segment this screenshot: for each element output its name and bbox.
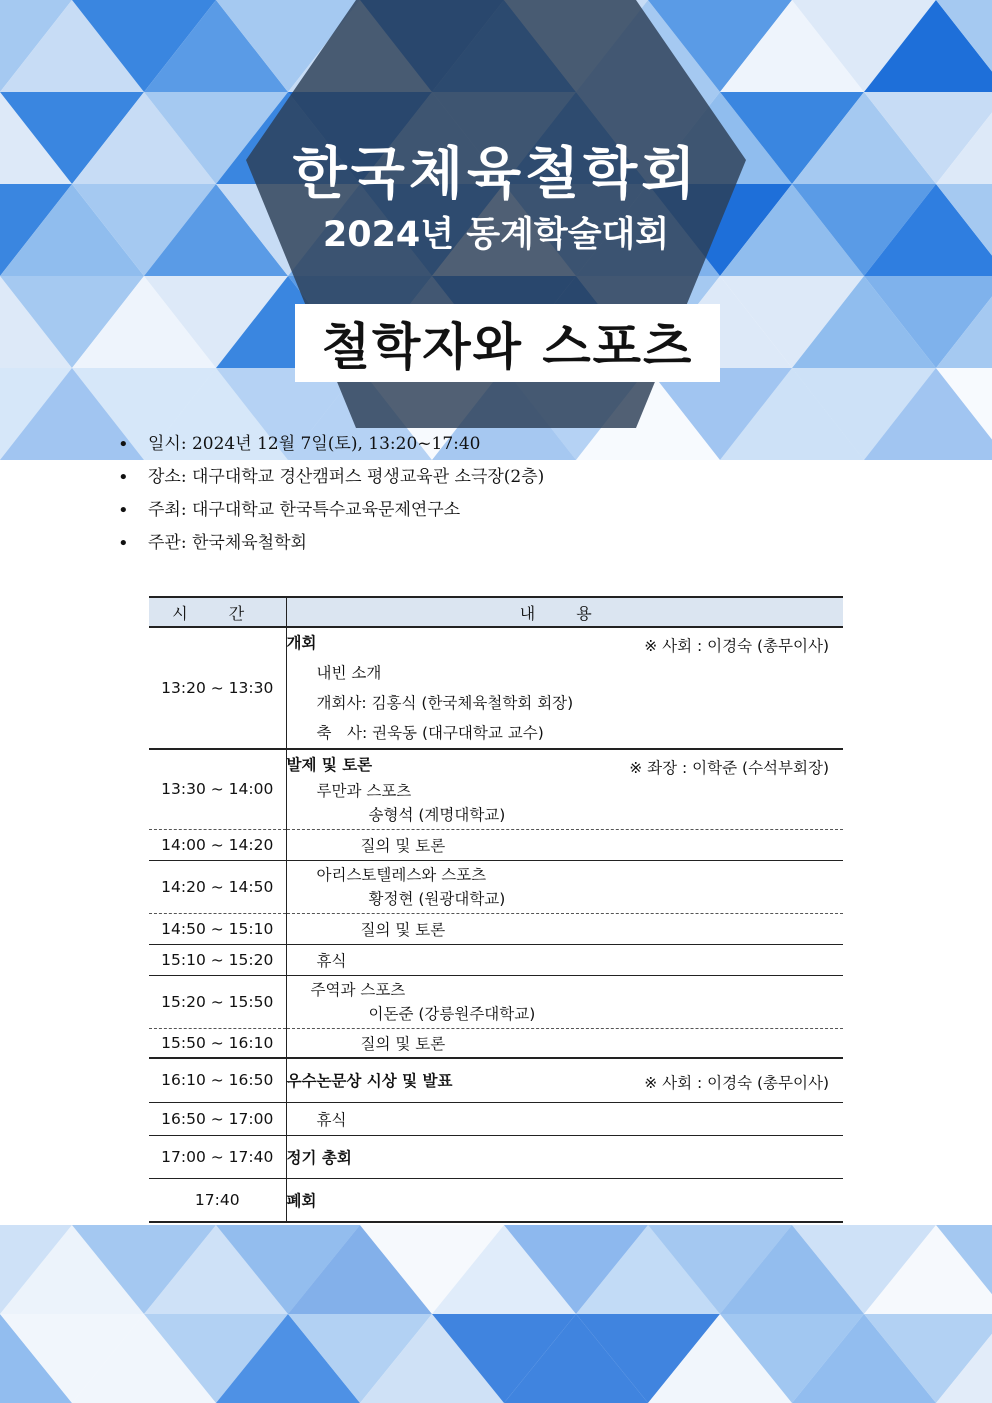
content-cell [286,1135,843,1178]
bullet-icon: • [118,500,129,521]
table-row [149,1135,843,1178]
talk-speaker: 이돈준 (강릉원주대학교) [368,1004,536,1023]
table-row [149,913,843,944]
section-title: 폐회 [286,1191,317,1210]
event-info-list [118,428,544,560]
bottom-triangle-background [0,1225,992,1403]
qa-label: 질의 및 토론 [360,920,446,939]
time-cell: 15:10 ~ 15:20 [149,944,286,975]
header-content: 내 용 [286,597,843,627]
table-row [149,944,843,975]
table-row [149,975,843,1028]
table-row [149,829,843,860]
bullet-icon: • [118,467,129,488]
info-date: • 일시: 2024년 12월 7일(토), 13:20~17:40 [118,428,544,461]
time-cell: 15:20 ~ 15:50 [149,975,286,1028]
section-title: 발제 및 토론 [286,756,373,775]
program-item: 내빈 소개 [316,664,382,682]
moderator-note: ※ 사회 : 이경숙 (총무이사) [644,637,829,655]
theme-box [295,304,720,382]
content-cell [286,627,843,749]
content-cell [286,829,843,860]
content-cell [286,944,843,975]
talk-topic: 루만과 스포츠 [316,782,412,801]
program-item: 개회사: 김홍식 (한국체육철학회 회장) [316,694,574,712]
time-cell: 15:50 ~ 16:10 [149,1028,286,1058]
table-row [149,749,843,829]
time-cell: 17:00 ~ 17:40 [149,1135,286,1178]
time-cell: 14:20 ~ 14:50 [149,860,286,913]
time-cell: 16:10 ~ 16:50 [149,1058,286,1102]
table-row [149,1058,843,1102]
organization-title: 한국체육철학회 [292,142,700,207]
section-title: 개회 [286,634,317,652]
chair-note: ※ 좌장 : 이학준 (수석부회장) [629,759,829,777]
talk-speaker: 송형석 (계명대학교) [368,806,506,825]
content-cell [286,1028,843,1058]
time-cell: 16:50 ~ 17:00 [149,1102,286,1135]
event-subtitle: 2024년 동계학술대회 [322,215,670,255]
table-row [149,1028,843,1058]
content-cell [286,975,843,1028]
section-title: 우수논문상 시상 및 발표 [286,1072,453,1091]
time-cell: 17:40 [149,1178,286,1222]
table-row [149,1178,843,1222]
talk-topic: 아리스토텔레스와 스포츠 [316,865,487,884]
table-row [149,1102,843,1135]
theme-title: 철학자와 스포츠 [321,318,694,376]
info-organizer: • 주관: 한국체육철학회 [118,527,544,560]
table-row [149,860,843,913]
talk-topic: 주역과 스포츠 [310,980,406,999]
time-cell: 13:20 ~ 13:30 [149,627,286,749]
content-cell [286,1102,843,1135]
qa-label: 질의 및 토론 [360,1034,446,1053]
time-cell: 14:50 ~ 15:10 [149,913,286,944]
content-cell [286,1058,843,1102]
table-row [149,627,843,749]
content-cell [286,1178,843,1222]
info-host: • 주최: 대구대학교 한국특수교육문제연구소 [118,494,544,527]
time-cell: 14:00 ~ 14:20 [149,829,286,860]
time-cell: 13:30 ~ 14:00 [149,749,286,829]
bullet-icon: • [118,434,129,455]
moderator-note: ※ 사회 : 이경숙 (총무이사) [644,1074,829,1092]
bullet-icon: • [118,533,129,554]
header-time: 시 간 [149,597,286,627]
qa-label: 질의 및 토론 [360,836,446,855]
program-item: 축 사: 권욱동 (대구대학교 교수) [316,724,544,742]
info-venue: • 장소: 대구대학교 경산캠퍼스 평생교육관 소극장(2층) [118,461,544,494]
content-cell [286,913,843,944]
break-label: 휴식 [316,1110,347,1129]
section-title: 정기 총회 [286,1148,352,1167]
talk-speaker: 황정현 (원광대학교) [368,889,506,908]
schedule-table [149,596,843,1223]
content-cell [286,860,843,913]
content-cell [286,749,843,829]
break-label: 휴식 [316,951,347,970]
